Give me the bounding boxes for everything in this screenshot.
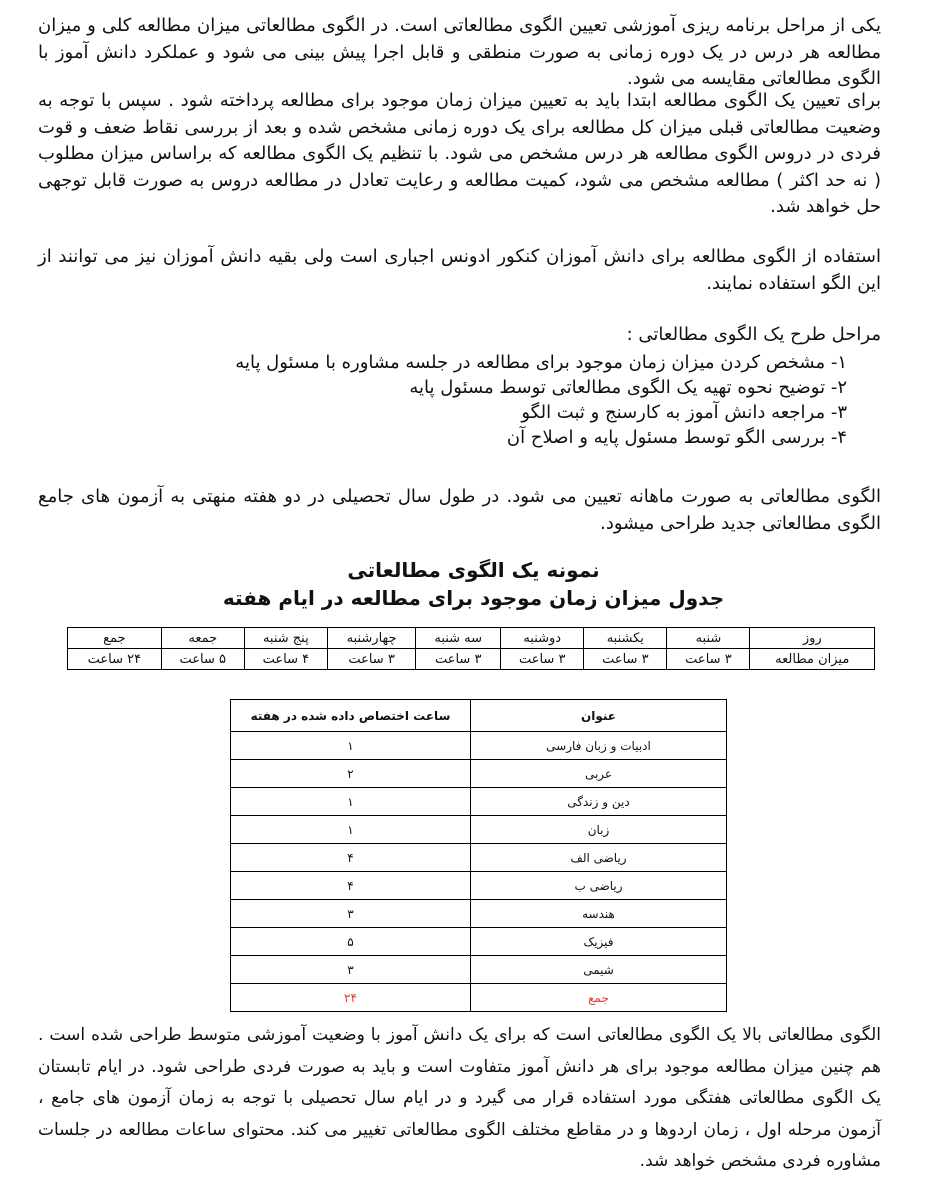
- day-cell: شنبه: [667, 628, 750, 649]
- day-cell: روز: [750, 628, 875, 649]
- closing-paragraph: الگوی مطالعاتی بالا یک الگوی مطالعاتی است که برای یک دانش آموز با وضعیت آموزشی متوسط طراحی شده است . هم چنین میزان مطالعه موجود برای هر دانش آموز متفاوت است و باید به صورت فردی طراحی شود. در ایام تابستان یک الگوی مطالعاتی هفتگی مورد استفاده قرار می گیرد و در ایام سال تحصیلی با توجه به زمان آزمون های جامع ، آزمون مرحله اول ، زمان اردوها و در مقاطع مختلف الگوی مطالعاتی تغییر می کند. محتوای ساعات مطالعه در جلسات مشاوره فردی مشخص خواهد شد.: [38, 1025, 881, 1171]
- subject-hours-cell: ۳: [231, 900, 471, 928]
- monthly-paragraph: الگوی مطالعاتی به صورت ماهانه تعیین می شود. در طول سال تحصیلی در دو هفته منهتی به آزمون های جامع الگوی مطالعاتی جدید طراحی میشود.: [38, 486, 881, 534]
- subject-hours-cell: ۵: [231, 928, 471, 956]
- subject-cell: ادبیات و زبان فارسی: [471, 732, 727, 760]
- hours-column-header: ساعت اختصاص داده شده در هفته: [231, 700, 471, 732]
- day-cell: چهارشنبه: [327, 628, 415, 649]
- step-item: ۳- مراجعه دانش آموز به کارسنج و ثبت الگو: [521, 402, 847, 423]
- header-row: [231, 700, 727, 732]
- table-row: [231, 928, 727, 956]
- day-cell: دوشنبه: [501, 628, 584, 649]
- subject-cell: ریاضی الف: [471, 844, 727, 872]
- total-row: [231, 984, 727, 1012]
- sample-title: نمونه یک الگوی مطالعاتی: [347, 558, 600, 582]
- steps-heading: مراحل طرح یک الگوی مطالعاتی :: [626, 324, 881, 345]
- usage-paragraph: استفاده از الگوی مطالعه برای دانش آموزان کنکور ادونس اجباری است ولی بقیه دانش آموزان نیز می توانند از این الگو استفاده نمایند.: [38, 246, 881, 294]
- subject-cell: زبان: [471, 816, 727, 844]
- table-row: [231, 900, 727, 928]
- subject-cell: ریاضی ب: [471, 872, 727, 900]
- hours-cell: ۲۴ ساعت: [68, 649, 162, 670]
- subject-hours-cell: ۱: [231, 788, 471, 816]
- subject-cell: شیمی: [471, 956, 727, 984]
- day-cell: یکشنبه: [584, 628, 667, 649]
- day-cell: پنج شنبه: [244, 628, 327, 649]
- day-cell: سه شنبه: [416, 628, 501, 649]
- step-item: ۴- بررسی الگو توسط مسئول پایه و اصلاح آن: [506, 427, 847, 448]
- table-row: [231, 732, 727, 760]
- subject-hours-cell: ۴: [231, 844, 471, 872]
- total-label-cell: جمع: [471, 984, 727, 1012]
- title-column-header: عنوان: [471, 700, 727, 732]
- subject-hours-cell: ۱: [231, 732, 471, 760]
- steps-list: [235, 350, 847, 450]
- subject-hours-cell: ۱: [231, 816, 471, 844]
- hours-cell: ۳ ساعت: [327, 649, 415, 670]
- method-paragraph: برای تعیین یک الگوی مطالعه ابتدا باید به تعیین میزان زمان موجود برای مطالعه پرداخته شود . سپس با توجه به وضعیت مطالعاتی قبلی میزان کل مطالعه برای یک دوره زمانی مشخص شده و بعد از بررسی نقاط ضعف و قوت فردی در دروس الگوی مطالعه هر درس مشخص می شود. با تنظیم یک الگوی مطالعه که براساس میزان مطلوب ( نه حد اکثر ) مطالعه مشخص می شود، کمیت مطالعه و رعایت تعادل در مطالعه دروس به صورت قابل توجهی حل خواهد شد.: [38, 90, 881, 217]
- hours-cell: ۳ ساعت: [667, 649, 750, 670]
- subject-cell: عربی: [471, 760, 727, 788]
- intro-paragraph: یکی از مراحل برنامه ریزی آموزشی تعیین الگوی مطالعاتی است. در الگوی مطالعاتی میزان مطالعه کلی و میزان مطالعه هر درس در یک دوره زمانی به صورت منطقی و قابل اجرا پیش بینی می شود و عملکرد دانش آموز با الگوی مطالعاتی مقایسه می شود.: [38, 15, 881, 89]
- table-title: جدول میزان زمان موجود برای مطالعه در ایام هفته: [222, 586, 725, 610]
- hours-cell: ۳ ساعت: [584, 649, 667, 670]
- table-row: [231, 760, 727, 788]
- hours-cell: ۴ ساعت: [244, 649, 327, 670]
- hours-cell: میزان مطالعه: [750, 649, 875, 670]
- subject-cell: دین و زندگی: [471, 788, 727, 816]
- hours-row: [68, 649, 875, 670]
- subject-hours-table: [230, 699, 727, 1012]
- subject-hours-cell: ۴: [231, 872, 471, 900]
- subject-hours-cell: ۳: [231, 956, 471, 984]
- subject-hours-cell: ۲: [231, 760, 471, 788]
- step-item: ۱- مشخص کردن میزان زمان موجود برای مطالعه در جلسه مشاوره با مسئول پایه: [235, 352, 847, 373]
- table-row: [231, 788, 727, 816]
- hours-cell: ۳ ساعت: [416, 649, 501, 670]
- hours-cell: ۵ ساعت: [161, 649, 244, 670]
- day-cell: جمع: [68, 628, 162, 649]
- day-cell: جمعه: [161, 628, 244, 649]
- table-row: [231, 956, 727, 984]
- days-row: [68, 628, 875, 649]
- subject-cell: فیزیک: [471, 928, 727, 956]
- table-row: [231, 816, 727, 844]
- table-row: [231, 844, 727, 872]
- subject-cell: هندسه: [471, 900, 727, 928]
- table-row: [231, 872, 727, 900]
- hours-cell: ۳ ساعت: [501, 649, 584, 670]
- step-item: ۲- توضیح نحوه تهیه یک الگوی مطالعاتی توسط مسئول پایه: [409, 377, 847, 398]
- total-hours-cell: ۲۴: [231, 984, 471, 1012]
- weekly-time-table: [67, 627, 875, 670]
